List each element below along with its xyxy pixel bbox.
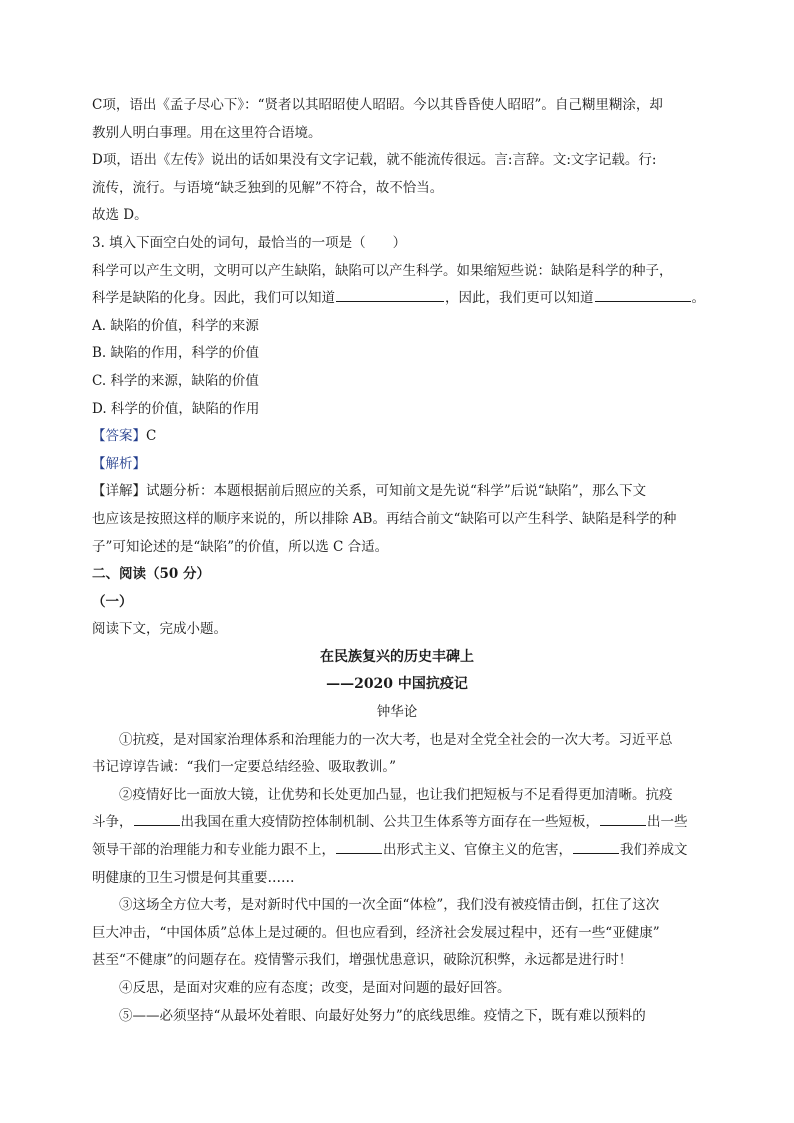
question-3-text-2b: ，因此，我们更可以知道 [445,290,594,307]
option-b: B. 缺陷的作用，科学的价值 [92,345,260,362]
detail-line-2: 也应该是按照这样的顺序来说的，所以排除 AB。再结合前文“缺陷可以产生科学、缺陷是科学的种 [92,510,677,527]
choose-d-line: 故选 D。 [92,207,148,224]
fill-blank-2 [595,287,691,302]
option-d: D. 科学的价值，缺陷的作用 [92,400,260,417]
c-option-line-1: C项，语出《孟子尽心下》：“贤者以其昭昭使人昭昭。今以其昏昏使人昭昭”。自己糊里糊涂，却 [92,97,663,113]
article-p3-line-3: 甚至“不健康”的问题存在。疫情警示我们，增强忧患意识，破除沉积弊，永远都是进行时！ [92,952,633,969]
article-p2-line-2 [92,809,702,837]
analysis-line [92,451,702,479]
article-p2-line-2b: 出我国在重大疫情防控体制机制、公共卫生体系等方面存在一些短板， [180,814,599,831]
d-option-line-1: D项，语出《左传》说出的话如果没有文字记载，就不能流传很远。言:言辞。文:文字记载。行: [92,152,657,169]
article-p2-line-3b: 出形式主义、官僚主义的危害， [383,842,572,859]
detail-tag: 【详解】 [92,483,146,500]
question-3-text-2a: 科学是缺陷的化身。因此，我们可以知道 [92,290,335,307]
article-p5-line-1: ⑤——必须坚持“从最坏处着眼、向最好处努力”的底线思维。疫情之下，既有难以预料的 [119,1007,646,1024]
article-p2-line-3 [92,837,702,865]
c-option-line-2: 教别人明白事理。用在这里符合语境。 [92,124,322,141]
section-2-instruction: 阅读下文，完成小题。 [92,621,227,638]
article-p2-line-2a: 斗争， [92,814,133,831]
detail-line-1 [92,478,702,506]
section-2-heading: 二、阅读（50 分） [92,566,210,583]
answer-line [92,423,702,451]
section-2-sub: （一） [92,593,133,610]
article-blank-2 [600,811,646,826]
article-p3-line-2: 巨大冲击，“中国体质”总体上是过硬的。但也应看到，经济社会发展过程中，还有一些“亚健康” [92,924,660,941]
option-c: C. 科学的来源，缺陷的价值 [92,372,259,389]
question-3-text-2 [92,285,705,313]
article-title: 在民族复兴的历史丰碑上 [320,648,474,665]
option-a: A. 缺陷的价值，科学的来源 [92,317,259,334]
d-option-line-2: 流传，流行。与语境“缺乏独到的见解”不符合，故不恰当。 [92,179,444,196]
answer-tag: 【答案】 [92,428,146,445]
article-p2-line-3a: 领导干部的治理能力和专业能力跟不上， [92,842,335,859]
detail-text-1: 试题分析：本题根据前后照应的关系，可知前文是先说“科学”后说“缺陷”，那么下文 [146,483,647,500]
analysis-tag: 【解析】 [92,455,146,472]
question-3-text-2c: 。 [691,290,705,307]
article-p2-line-3c: 我们养成文 [620,842,688,859]
article-p2-line-1: ②疫情好比一面放大镜，让优势和长处更加凸显，也让我们把短板与不足看得更加清晰。抗疫 [119,786,673,803]
question-3-stem: 3. 填入下面空白处的词句，最恰当的一项是（ ） [92,234,407,251]
answer-value: C [146,428,157,445]
article-blank-4 [573,839,619,854]
article-blank-3 [336,839,382,854]
article-p1-line-2: 书记谆谆告诫：“我们一定要总结经验、吸取教训。” [92,759,397,776]
article-p4: ④反思，是面对灾难的应有态度；改变，是面对问题的最好回答。 [119,980,511,996]
article-author: 钟华论 [376,704,418,721]
question-3-text-1: 科学可以产生文明，文明可以产生缺陷，缺陷可以产生科学。如果缩短些说：缺陷是科学的种子， [92,262,673,279]
document-page [92,92,705,1030]
article-p1-line-1: ①抗疫，是对国家治理体系和治理能力的一次大考，也是对全党全社会的一次大考。习近平总 [119,731,673,748]
article-p2-line-2c: 出一些 [647,814,688,831]
detail-line-3: 子”可知论述的是“缺陷”的价值，所以选 C 合适。 [92,538,389,555]
article-p2-line-4: 明健康的卫生习惯是何其重要…… [92,869,295,886]
fill-blank-1 [336,287,444,302]
article-subtitle: ——2020 中国抗疫记 [326,676,468,693]
article-blank-1 [134,811,180,826]
article-p3-line-1: ③这场全方位大考，是对新时代中国的一次全面“体检”，我们没有被疫情击倒，扛住了这次 [119,897,660,914]
